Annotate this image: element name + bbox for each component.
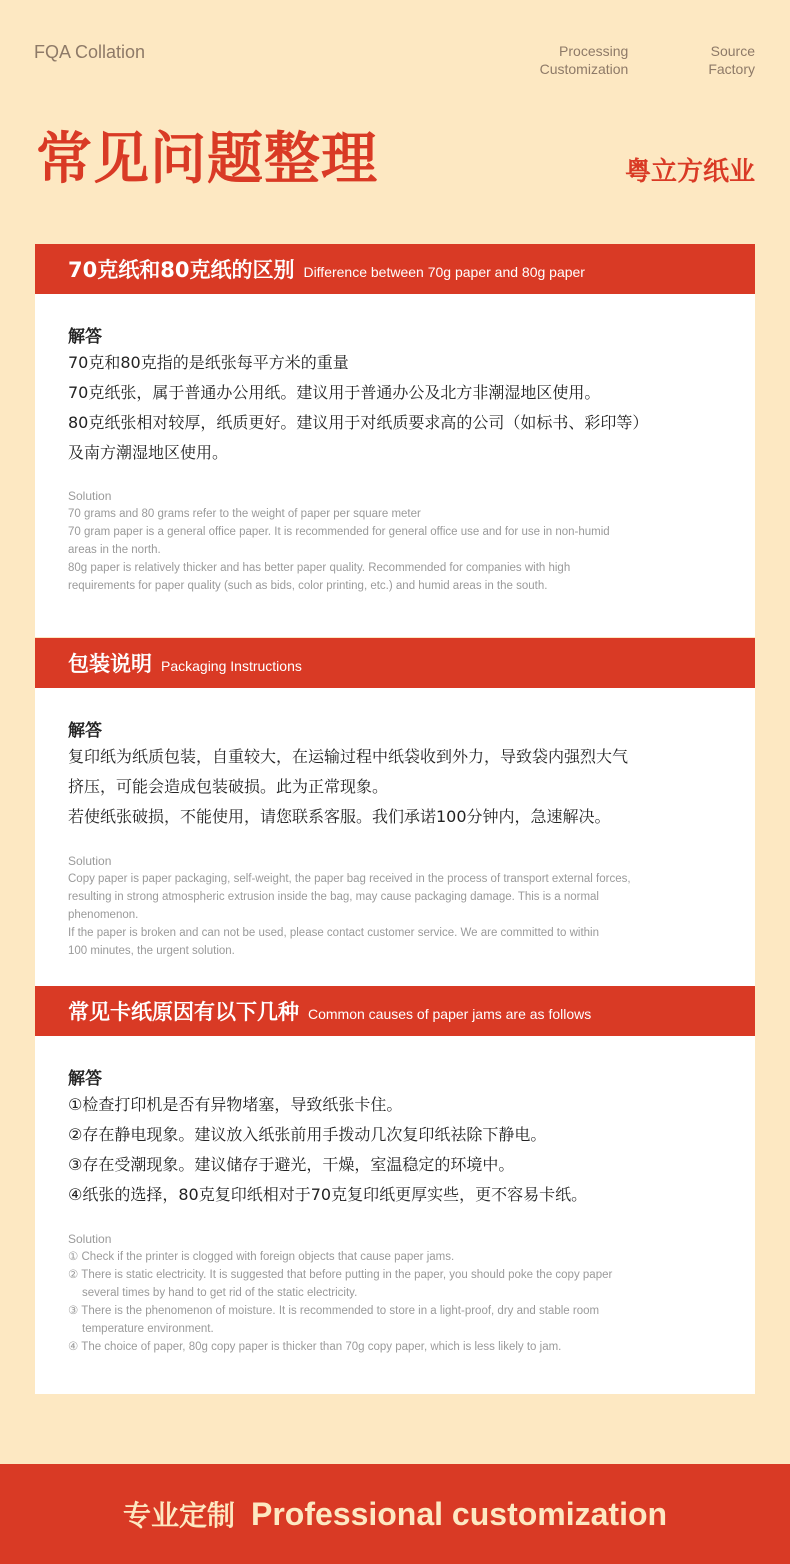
answer-line: 70克纸张，属于普通办公用纸。建议用于普通办公及北方非潮湿地区使用。 xyxy=(68,383,601,402)
answer-line: ①检查打印机是否有异物堵塞，导致纸张卡住。 xyxy=(68,1095,403,1114)
nav-item-line: Source xyxy=(710,43,755,59)
section-title-zh: 常见卡纸原因有以下几种 xyxy=(68,1000,299,1024)
faq-card xyxy=(35,986,755,1394)
answer-label: 解答 xyxy=(68,1069,102,1089)
answer-line: 及南方潮湿地区使用。 xyxy=(68,443,229,462)
nav-item-processing-customization[interactable] xyxy=(540,42,629,78)
solution-line: several times by hand to get rid of the static electricity. xyxy=(82,1287,358,1299)
solution-label: Solution xyxy=(68,489,112,503)
solution-text-en xyxy=(68,870,733,960)
faq-card xyxy=(35,244,755,637)
solution-text-en xyxy=(68,505,733,595)
solution-line: 70 grams and 80 grams refer to the weight of paper per square meter xyxy=(68,508,421,520)
solution-line: requirements for paper quality (such as bids, color printing, etc.) and humid areas in the south. xyxy=(68,580,548,592)
footer-banner xyxy=(0,1464,790,1564)
solution-line: 100 minutes, the urgent solution. xyxy=(68,945,235,957)
section-header xyxy=(35,244,755,294)
answer-line: ②存在静电现象。建议放入纸张前用手拨动几次复印纸祛除下静电。 xyxy=(68,1125,547,1144)
section-title-en: Packaging Instructions xyxy=(161,657,302,674)
nav-item-line: Factory xyxy=(708,61,755,77)
answer-line: ③存在受潮现象。建议储存于避光，干燥，室温稳定的环境中。 xyxy=(68,1155,515,1174)
answer-line: 若使纸张破损，不能使用，请您联系客服。我们承诺100分钟内，急速解决。 xyxy=(68,807,611,826)
answer-text-zh xyxy=(68,1090,733,1210)
solution-line: ② There is static electricity. It is suggested that before putting in the paper, you should poke the copy paper xyxy=(68,1269,613,1281)
solution-line: If the paper is broken and can not be used, please contact customer service. We are committed to within xyxy=(68,927,599,939)
footer-title-en: Professional customization xyxy=(250,1495,668,1532)
nav-item-source-factory[interactable] xyxy=(708,42,755,78)
header-label: FQA Collation xyxy=(34,42,146,62)
nav-item-line: Processing xyxy=(559,43,629,59)
section-title-en: Difference between 70g paper and 80g paper xyxy=(303,263,585,280)
solution-line: areas in the north. xyxy=(68,544,161,556)
answer-line: 70克和80克指的是纸张每平方米的重量 xyxy=(68,353,349,372)
solution-line: 80g paper is relatively thicker and has better paper quality. Recommended for companies with high xyxy=(68,562,571,574)
answer-line: 挤压，可能会造成包装破损。此为正常现象。 xyxy=(68,777,389,796)
answer-line: 80克纸张相对较厚，纸质更好。建议用于对纸质要求高的公司（如标书、彩印等） xyxy=(68,413,649,432)
answer-text-zh xyxy=(68,348,733,468)
solution-text-en xyxy=(68,1248,733,1356)
answer-line: ④纸张的选择，80克复印纸相对于70克复印纸更厚实些，更不容易卡纸。 xyxy=(68,1185,588,1204)
solution-line: resulting in strong atmospheric extrusion inside the bag, may cause packaging damage. This is a normal xyxy=(68,891,599,903)
solution-line: 70 gram paper is a general office paper. It is recommended for general office use and for use in non-humid xyxy=(68,526,610,538)
section-title-zh: 包装说明 xyxy=(68,652,152,676)
page-title: 常见问题整理 xyxy=(36,127,378,192)
solution-line: Copy paper is paper packaging, self-weight, the paper bag received in the process of transport external forces, xyxy=(68,873,631,885)
brand-name: 粤立方纸业 xyxy=(624,157,755,187)
faq-card xyxy=(35,638,755,986)
solution-line: temperature environment. xyxy=(82,1323,214,1335)
section-title-en: Common causes of paper jams are as follows xyxy=(308,1005,592,1022)
nav-item-line: Customization xyxy=(539,61,629,77)
section-header xyxy=(35,986,755,1036)
solution-line: ④ The choice of paper, 80g copy paper is thicker than 70g copy paper, which is less likely to jam. xyxy=(68,1341,562,1353)
footer-title-zh: 专业定制 xyxy=(122,1499,235,1532)
solution-line: phenomenon. xyxy=(68,909,139,921)
answer-label: 解答 xyxy=(68,327,102,347)
header-nav xyxy=(540,42,755,78)
solution-line: ③ There is the phenomenon of moisture. It is recommended to store in a light-proof, dry and stable room xyxy=(68,1305,600,1317)
section-header xyxy=(35,638,755,688)
answer-line: 复印纸为纸质包装，自重较大，在运输过程中纸袋收到外力，导致袋内强烈大气 xyxy=(68,747,629,766)
section-title-zh: 70克纸和80克纸的区别 xyxy=(68,258,295,282)
answer-label: 解答 xyxy=(68,721,102,741)
answer-text-zh xyxy=(68,742,733,832)
solution-label: Solution xyxy=(68,1232,112,1246)
solution-label: Solution xyxy=(68,854,112,868)
solution-line: ① Check if the printer is clogged with foreign objects that cause paper jams. xyxy=(68,1251,455,1263)
